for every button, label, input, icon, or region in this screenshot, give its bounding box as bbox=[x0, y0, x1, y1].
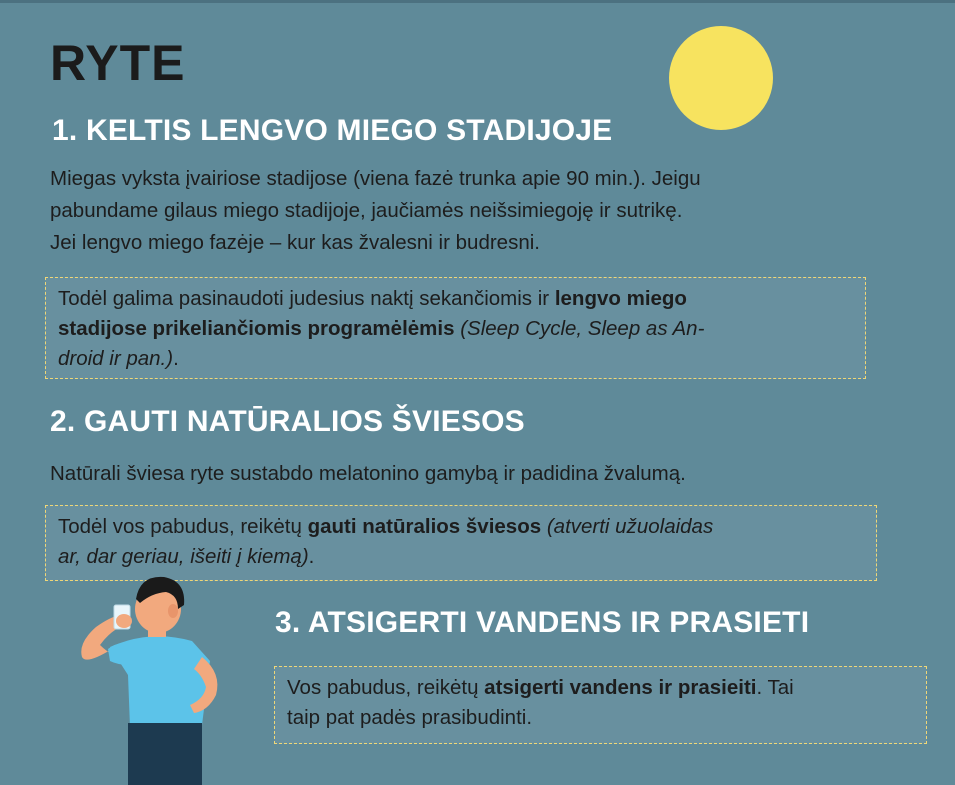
tip-text: Vos pabudus, reikėtų bbox=[287, 676, 485, 699]
section2-paragraph: Natūrali šviesa ryte sustabdo melatonino gamybą ir padidina žvalumą. bbox=[50, 462, 686, 485]
section1-tip-box bbox=[45, 277, 866, 379]
section3-heading: 3. ATSIGERTI VANDENS IR PRASIETI bbox=[275, 606, 810, 639]
section1-paragraph-line: Jei lengvo miego fazėje – kur kas žvalesni ir budresni. bbox=[50, 231, 540, 254]
tip-text: Todėl galima pasinaudoti judesius naktį sekančiomis ir bbox=[58, 287, 555, 310]
tip-bold-text: stadijose prikeliančiomis programėlėmis bbox=[58, 317, 455, 340]
section2-heading: 2. GAUTI NATŪRALIOS ŠVIESOS bbox=[50, 405, 525, 438]
tip-text: taip pat padės prasibudinti. bbox=[287, 706, 533, 729]
tip-text: . bbox=[173, 347, 179, 370]
tip-italic-text: droid ir pan.) bbox=[58, 347, 174, 370]
tip-text: . Tai bbox=[756, 676, 794, 699]
tip-italic-text: (Sleep Cycle, Sleep as An- bbox=[454, 317, 705, 340]
sun-icon bbox=[669, 26, 773, 130]
tip-text: Todėl vos pabudus, reikėtų bbox=[58, 515, 308, 538]
tip-text: . bbox=[308, 545, 315, 568]
section1-paragraph-line: Miegas vyksta įvairiose stadijose (viena fazė trunka apie 90 min.). Jeigu bbox=[50, 167, 701, 190]
top-border bbox=[0, 0, 955, 3]
tip-italic-text: ar, dar geriau, išeiti į kiemą) bbox=[58, 545, 309, 568]
person-drinking-water-icon bbox=[70, 565, 240, 785]
section1-heading: 1. KELTIS LENGVO MIEGO STADIJOJE bbox=[52, 114, 613, 147]
tip-bold-text: lengvo miego bbox=[554, 287, 687, 310]
section3-tip-box bbox=[274, 666, 927, 744]
tip-italic-text: (atverti užuolaidas bbox=[541, 515, 714, 538]
page-title: RYTE bbox=[50, 35, 186, 91]
section1-paragraph-line: pabundame gilaus miego stadijoje, jaučiamės neišsimiegoję ir sutrikę. bbox=[50, 199, 683, 222]
section1-paragraph bbox=[50, 163, 701, 259]
tip-bold-text: gauti natūralios šviesos bbox=[307, 515, 542, 538]
tip-bold-text: atsigerti vandens ir prasieiti bbox=[484, 676, 757, 699]
